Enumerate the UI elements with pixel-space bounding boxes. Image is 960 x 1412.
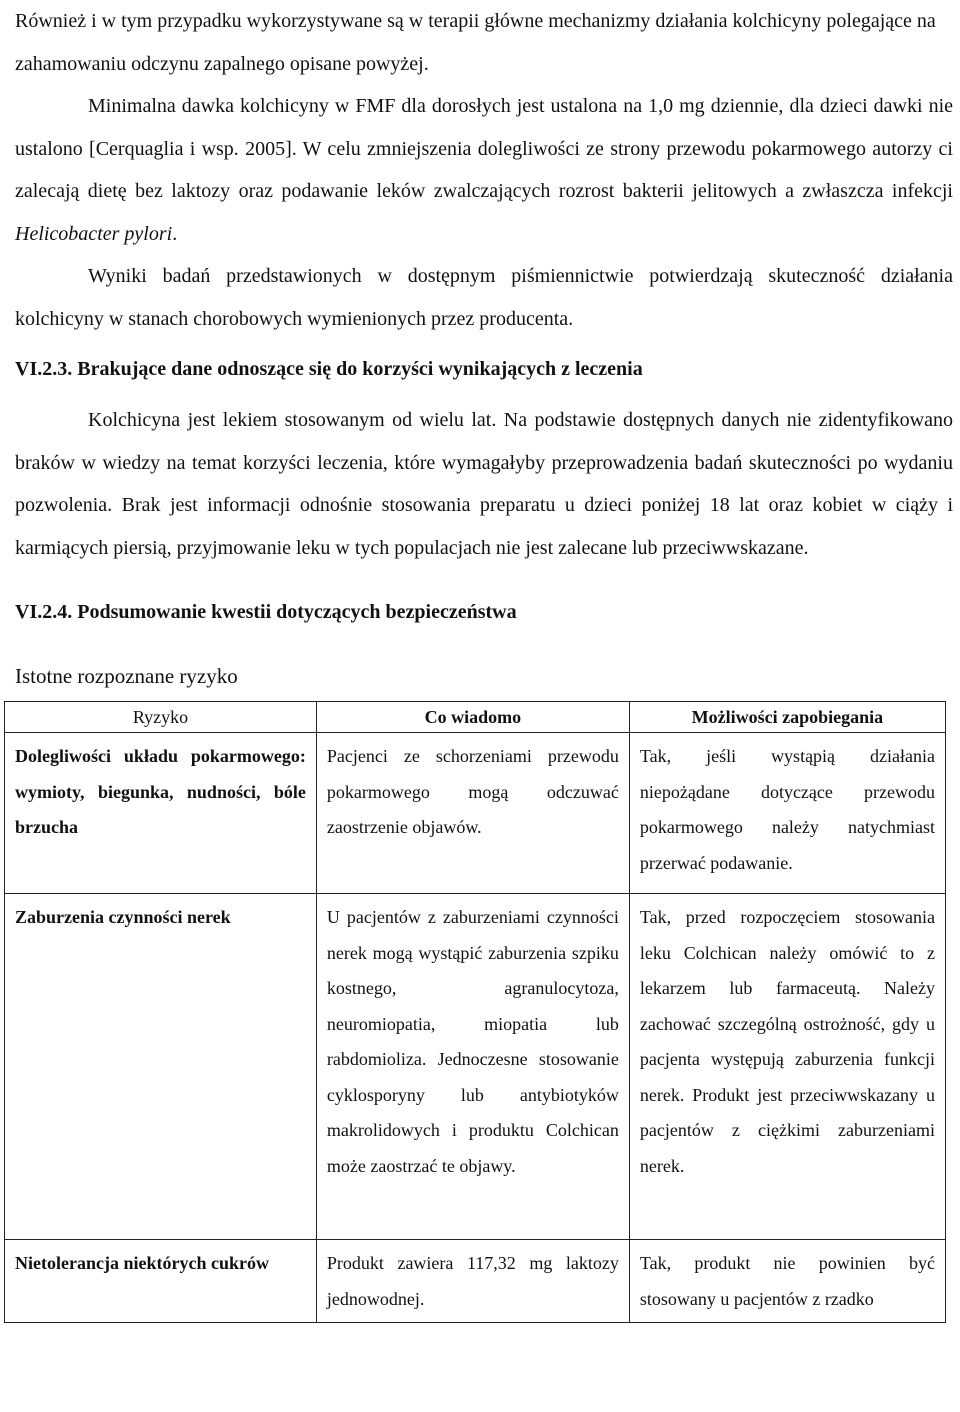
header-text: Możliwości zapobiegania (691, 707, 884, 727)
paragraph-dosage-text: Minimalna dawka kolchicyny w FMF dla dorosłych jest ustalona na 1,0 mg dziennie, dla dzieci dawki nie ustalono [Cerquaglia i wsp. 2005]. W celu zmniejszenia dolegliwości ze strony przewodu pokarmowego autorzy ci zalecają dietę bez laktozy oraz podawanie leków zwalczających rozrost bakterii jelitowych a zwłaszcza infekcji (15, 95, 953, 202)
known-cell: Produkt zawiera 117,32 mg laktozy jednowodnej. (316, 1240, 629, 1323)
subheading-identified-risk: Istotne rozpoznane ryzyko (15, 664, 238, 688)
paragraph-results: Wyniki badań przedstawionych w dostępnym piśmiennictwie potwierdzają skuteczność działania kolchicyny w stanach chorobowych wymienionych przez producenta. (15, 265, 953, 330)
section-heading-vi23: VI.2.3. Brakujące dane odnoszące się do korzyści wynikających z leczenia (15, 358, 643, 380)
paragraph-dosage (15, 85, 953, 255)
prevention-cell: Tak, przed rozpoczęciem stosowania leku Colchican należy omówić to z lekarzem lub farmaceutą. Należy zachować szczególną ostrożność, gdy u pacjenta występują zaburzenia funkcji nerek. Produkt jest przeciwwskazany u pacjentów z ciężkimi zaburzeniami nerek. (629, 894, 945, 1240)
prevention-cell: Tak, produkt nie powinien być stosowany u pacjentów z rzadko (629, 1240, 945, 1323)
missing-data-rest: Na podstawie dostępnych danych nie zidentyfikowano braków w wiedzy na temat korzyści leczenia, które wymagałyby przeprowadzenia badań skuteczności po wydaniu pozwolenia. Brak jest informacji odnośnie stosowania preparatu u dzieci poniżej 18 lat oraz kobiet w ciąży i karmiących piersią, przyjmowanie leku w tych populacjach nie jest zalecane lub przeciwwskazane. (15, 409, 953, 559)
header-text: Ryzyko (132, 707, 189, 727)
column-header-known (316, 702, 629, 733)
table-header-row (5, 702, 946, 733)
header-text: Co wiadomo (424, 707, 522, 727)
risk-table (4, 701, 946, 1323)
column-header-risk (5, 702, 317, 733)
paragraph-missing-data (15, 399, 953, 569)
table-row (5, 894, 946, 1240)
missing-data-sentence-1: Kolchicyna jest lekiem stosowanym od wielu lat. (88, 409, 497, 431)
bacteria-name: Helicobacter pylori (15, 222, 173, 245)
section-heading-vi24: VI.2.4. Podsumowanie kwestii dotyczących bezpieczeństwa (15, 601, 517, 623)
risk-cell: Nietolerancja niektórych cukrów (5, 1240, 317, 1323)
document-page (15, 0, 953, 1323)
known-cell: U pacjentów z zaburzeniami czynności nerek mogą wystąpić zaburzenia szpiku kostnego, agranulocytoza, neuromiopatia, miopatia lub rabdomioliza. Jednoczesne stosowanie cyklosporyny lub antybiotyków makrolidowych i produktu Colchican może zaostrzać te objawy. (316, 894, 629, 1240)
known-cell: Pacjenci ze schorzeniami przewodu pokarmowego mogą odczuwać zaostrzenie objawów. (316, 733, 629, 894)
risk-cell: Zaburzenia czynności nerek (5, 894, 317, 1240)
paragraph-dosage-end: . (172, 222, 178, 245)
prevention-cell: Tak, jeśli wystąpią działania niepożądane dotyczące przewodu pokarmowego należy natychmiast przerwać podawanie. (629, 733, 945, 894)
table-row (5, 1240, 946, 1323)
column-header-prevention (629, 702, 945, 733)
paragraph-mechanisms: Również i w tym przypadku wykorzystywane są w terapii główne mechanizmy działania kolchicyny polegające na zahamowaniu odczynu zapalnego opisane powyżej. (15, 10, 936, 75)
table-row (5, 733, 946, 894)
risk-cell: Dolegliwości układu pokarmowego: wymioty, biegunka, nudności, bóle brzucha (5, 733, 317, 894)
